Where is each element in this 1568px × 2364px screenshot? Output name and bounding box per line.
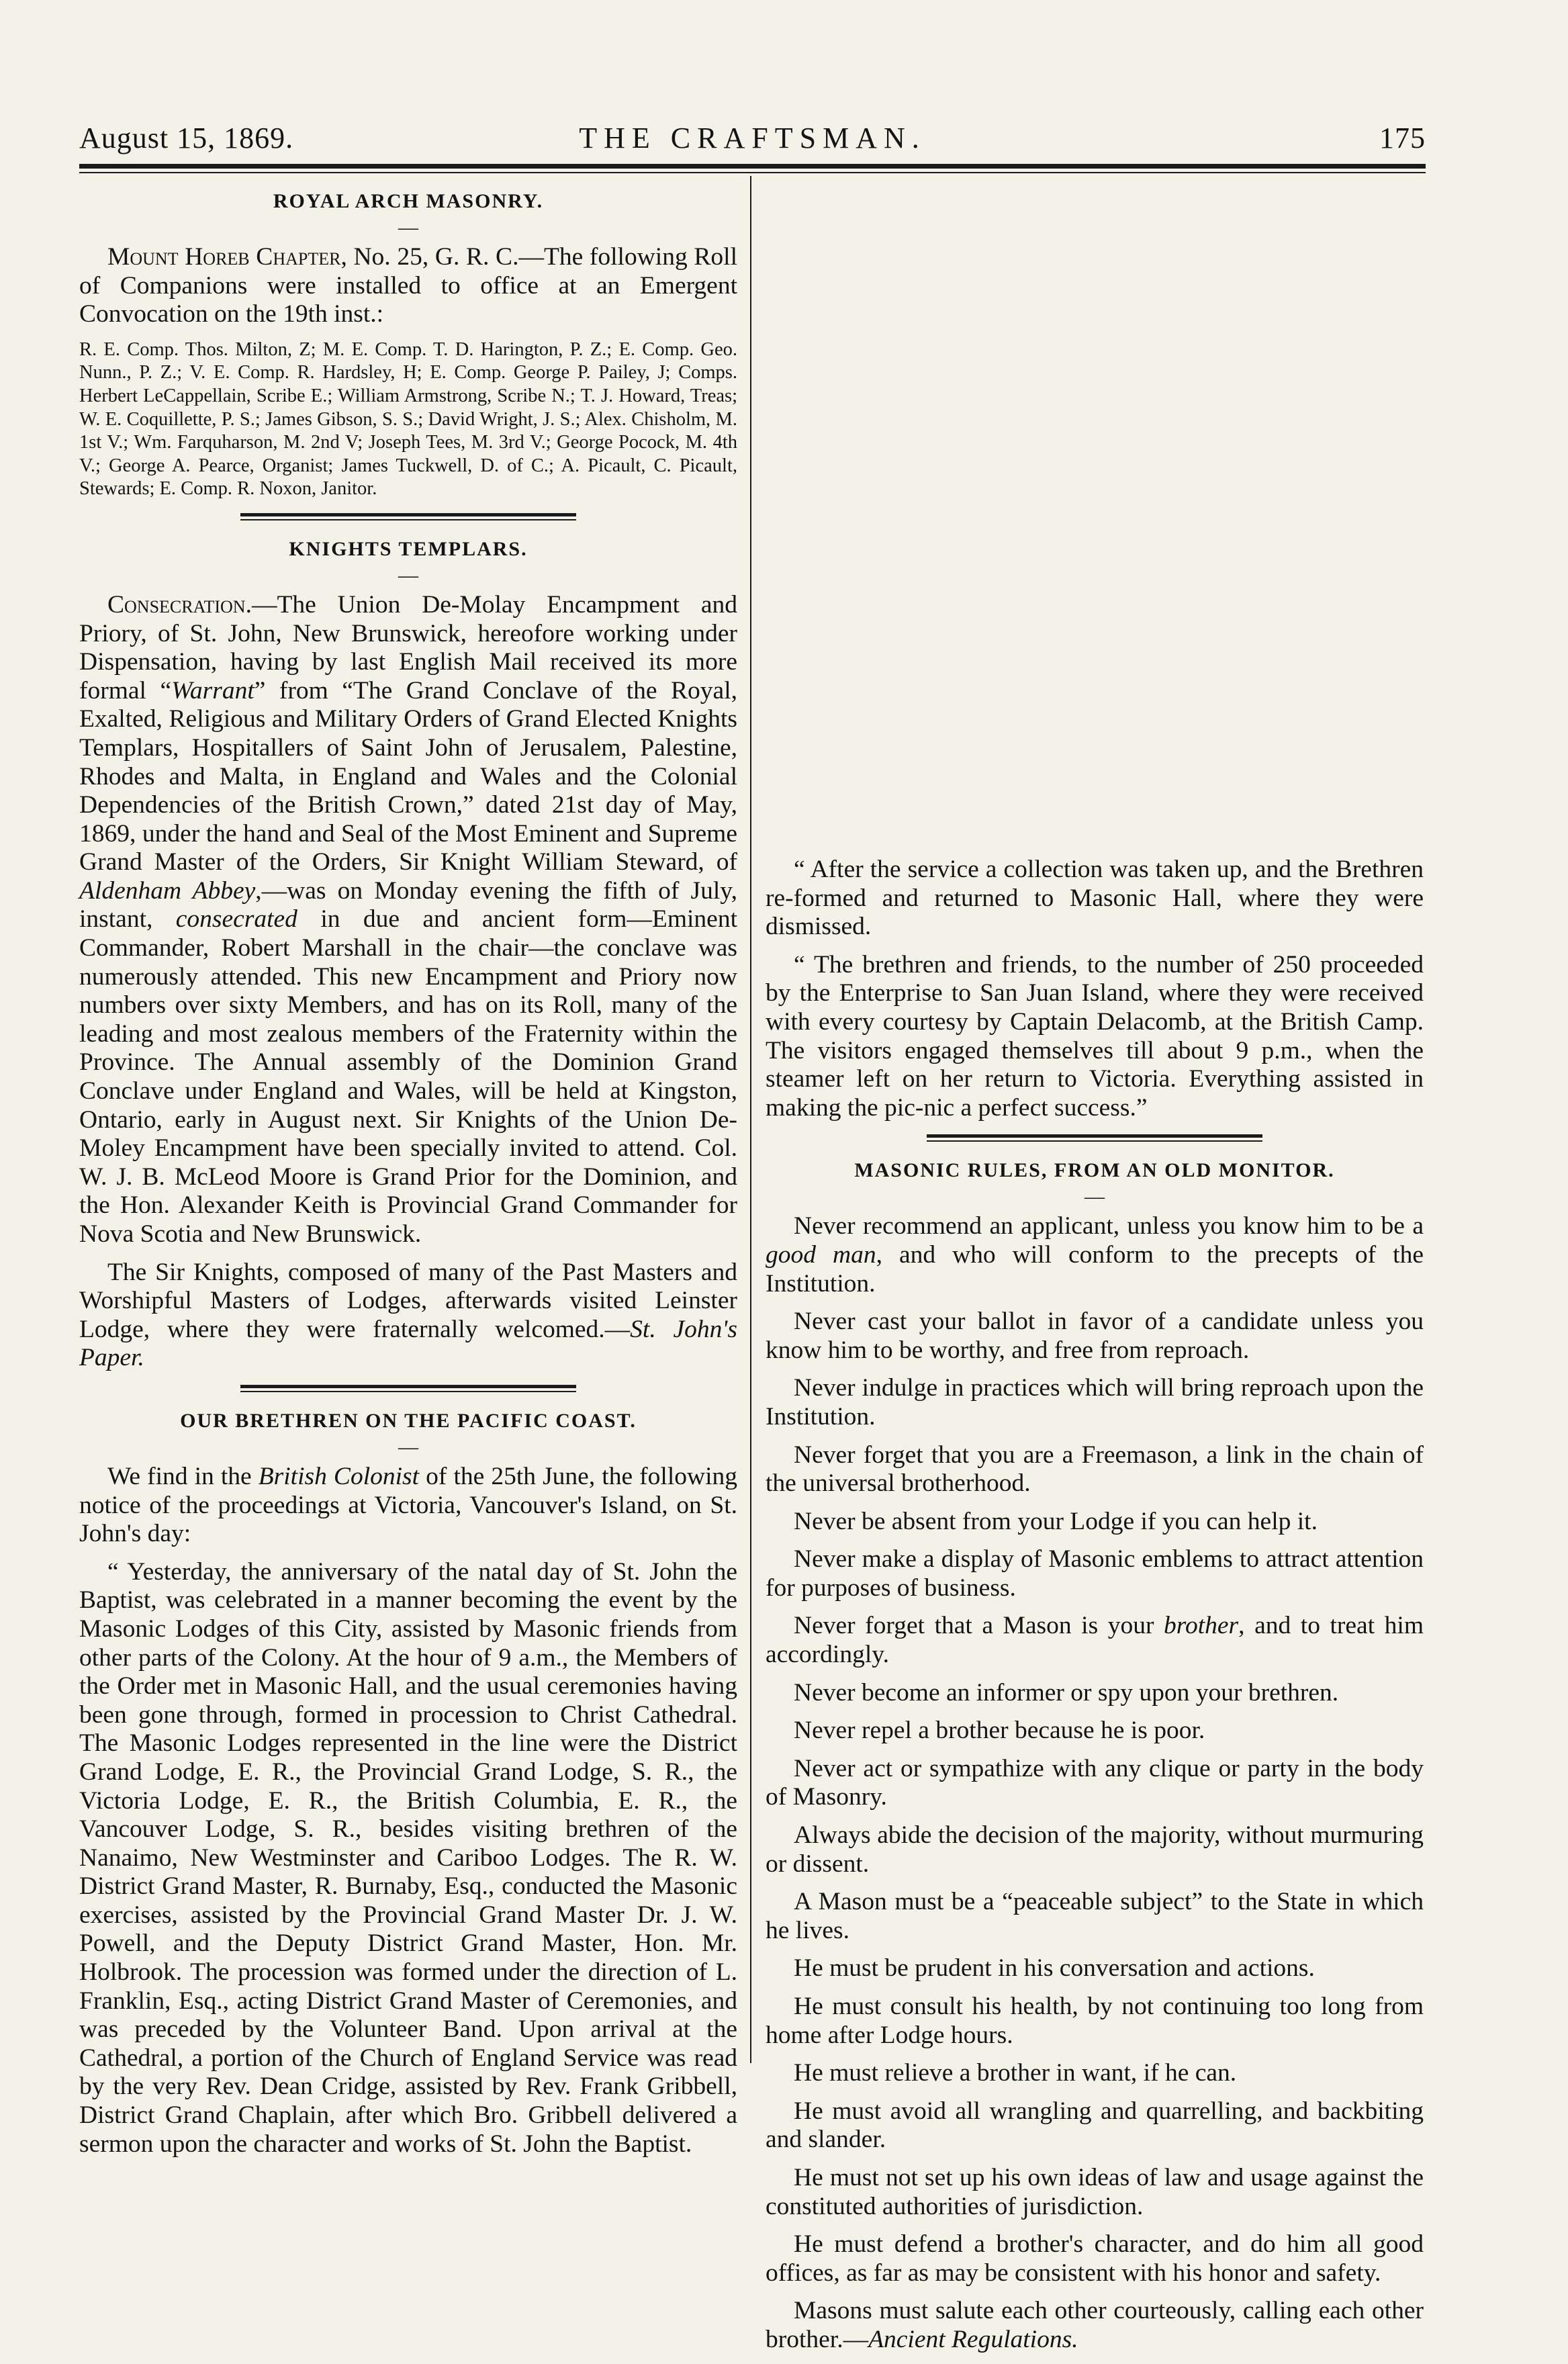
rule-item: Never be absent from your Lodge if you can help it.	[794, 1507, 1318, 1535]
section-royal-arch	[79, 189, 737, 501]
rule-item: Never cast your ballot in favor of a candidate unless you know him to be worthy, and free from reproach.	[766, 1308, 1424, 1364]
rule-item: He must avoid all wrangling and quarrelling, and backbiting and slander.	[766, 2097, 1424, 2154]
section-pacific-coast	[79, 1409, 737, 2270]
pacific-paragraph-1	[79, 1463, 737, 1549]
text-run: We find in the	[107, 1462, 259, 1490]
text-run: , and to treat him accordingly.	[766, 1612, 1424, 1669]
pacific-paragraph-4: “ The brethren and friends, to the number of 250 proceeded by the Enterprise to San Juan Island, where they were received with every courtesy by Captain Delacomb, at the British Camp. The visitors engaged themselves till about 9 p.m., when the steamer left on her return to Victoria. Everything assisted in making the pic-nic a perfect success.”	[766, 950, 1424, 1122]
knights-paragraph-1	[79, 591, 737, 1249]
italic-warrant: Warrant	[171, 676, 255, 704]
header-rule-thick	[79, 164, 1426, 169]
text-run: in due and ancient form—Eminent Commander, Robert Marshall in the chair—the conclave was numerously attended. This new Encampment and Priory now numbers over sixty Members, and has on its Roll, many of the leading and most zealous members of the Fraternity within the Province. The Annual assembly of the Dominion Grand Conclave under England and Wales, will be held at Kingston, Ontario, early in August next. Sir Knights of the Union De-Moley Encampment have been specially invited to attend. Col. W. J. B. McLeod Moore is Grand Prior for the Dominion, and the Hon. Alexander Keith is Provincial Grand Commander for Nova Scotia and New Brunswick.	[79, 905, 737, 1248]
section-dash: —	[398, 563, 418, 586]
rule-item: Never repel a brother because he is poor.	[794, 1717, 1205, 1745]
section-masonic-rules	[766, 1158, 1424, 2354]
pacific-paragraph-2: “ Yesterday, the anniversary of the natal day of St. John the Baptist, was celebrated in a manner becoming the event by the Masonic Lodges of this City, assisted by Masonic friends from other parts of the Colony. At the hour of 9 a.m., the Members of the Order met in Masonic Hall, and the usual ceremonies having been gone through, formed in procession to Christ Cathedral. The Masonic Lodges represented in the line were the District Grand Lodge, E. R., the Provincial Grand Lodge, S. R., the Victoria Lodge, E. R., the British Columbia, E. R., the Vancouver Lodge, S. R., besides visiting brethren of the Nanaimo, New Westminster and Cariboo Lodges. The R. W. District Grand Master, R. Burnaby, Esq., conducted the Masonic exercises, assisted by the Provincial Grand Master Dr. J. W. Powell, and the Deputy District Grand Master, Hon. Mr. Holbrook. The procession was formed under the direction of L. Franklin, Esq., acting District Grand Master of Ceremonies, and was preceded by the Volunteer Band. Upon arrival at the Cathedral, a portion of the Church of England Service was read by the very Rev. Dean Cridge, assisted by Rev. Frank Gribbell, District Grand Chaplain, after which Bro. Gribbell delivered a sermon upon the character and works of St. John the Baptist.	[79, 1557, 737, 2158]
italic-brother: brother	[1164, 1612, 1239, 1640]
officers-list: R. E. Comp. Thos. Milton, Z; M. E. Comp. T. D. Harington, P. Z.; E. Comp. Geo. Nunn., P. Z.; V. E. Comp. R. Hardsley, H; E. Comp. George P. Pailey, J; Comps. Herbert LeCappellain, Scribe E.; William Armstrong, Scribe N.; T. J. Howard, Treas; W. E. Coquillette, P. S.; James Gibson, S. S.; David Wright, J. S.; Alex. Chisholm, M. 1st V.; Wm. Farquharson, M. 2nd V; Joseph Tees, M. 3rd V.; George Pocock, M. 4th V.; George A. Pearce, Organist; James Tuckwell, D. of C.; A. Picault, C. Picault, Stewards; E. Comp. R. Noxon, Janitor.	[79, 338, 737, 500]
text-run: of the 25th June, the following notice of the proceedings at Victoria, Vancouver's Island, on St. John's day:	[79, 1462, 737, 1548]
rule-item: Never act or sympathize with any clique or party in the body of Masonry.	[766, 1754, 1424, 1811]
rule-item: Never forget that you are a Freemason, a link in the chain of the universal brotherhood.	[766, 1441, 1424, 1498]
rule-item: Never indulge in practices which will bring reproach upon the Institution.	[766, 1374, 1424, 1430]
rule-item	[766, 1612, 1424, 1669]
intro-text: , No. 25, G. R. C.—The following Roll of Companions were installed to office at an Emergent Convocation on the 19th inst.:	[79, 243, 737, 328]
knights-paragraph-2	[79, 1259, 737, 1373]
text-run: ” from “The Grand Conclave of the Royal, Exalted, Religious and Military Orders of Grand Elected Knights Templars, Hospitallers of Saint John of Jerusalem, Palestine, Rhodes and Malta, in England and Wales and the Colonial Dependencies of the British Crown,” dated 21st day of May, 1869, under the hand and Seal of the Most Eminent and Supreme Grand Master of the Orders, Sir Knight William Steward, of	[79, 676, 737, 876]
right-column	[766, 180, 1424, 2364]
italic-abbey: Aldenham Abbey	[79, 876, 256, 905]
section-dash: —	[398, 216, 418, 238]
text-run: , and who will conform to the precepts of the Institution.	[766, 1240, 1424, 1298]
royal-arch-intro	[79, 243, 737, 329]
section-title: OUR BRETHREN ON THE PACIFIC COAST.	[180, 1409, 637, 1432]
text-run: Never forget that a Mason is your	[794, 1612, 1164, 1640]
source-citation: St. John's Paper.	[79, 1315, 737, 1372]
rule-item: He must consult his health, by not continuing too long from home after Lodge hours.	[766, 1993, 1424, 2049]
rule-item: Always abide the decision of the majority, without murmuring or dissent.	[766, 1821, 1424, 1878]
rule-item: A Mason must be a “peaceable subject” to the State in which he lives.	[766, 1888, 1424, 1944]
left-column	[79, 180, 737, 2270]
column-divider	[750, 176, 751, 2063]
section-divider	[766, 1134, 1424, 1145]
text-run: The Sir Knights, composed of many of the Past Masters and Worshipful Masters of Lodges, afterwards visited Leinster Lodge, where they were fraternally welcomed.—	[79, 1258, 737, 1343]
section-title: KNIGHTS TEMPLARS.	[289, 537, 528, 560]
issue-date: August 15, 1869.	[79, 122, 294, 154]
section-divider	[79, 513, 737, 524]
text-run: Masons must salute each other courteously, calling each other brother.—	[766, 2297, 1424, 2353]
rule-item: He must defend a brother's character, and do him all good offices, as far as may be consistent with his honor and safety.	[766, 2230, 1424, 2287]
section-title: MASONIC RULES, FROM AN OLD MONITOR.	[854, 1159, 1335, 1182]
section-dash: —	[398, 1435, 418, 1458]
italic-consecrated: consecrated	[175, 905, 297, 934]
section-dash: —	[1085, 1185, 1105, 1208]
pacific-paragraph-3: “ After the service a collection was taken up, and the Brethren re-formed and returned to Masonic Hall, where they were dismissed.	[766, 856, 1424, 941]
page-number: 175	[1379, 122, 1426, 154]
newspaper-name: British Colonist	[258, 1462, 420, 1490]
header-rule-thin	[79, 172, 1426, 173]
pacific-continued	[766, 180, 1424, 856]
consecration-lead: Consecration	[107, 590, 246, 619]
publication-title: THE CRAFTSMAN.	[579, 122, 926, 154]
rule-item: He must relieve a brother in want, if he can.	[794, 2059, 1237, 2087]
rule-item	[766, 1212, 1424, 1298]
section-knights-templars	[79, 537, 737, 1373]
rule-item	[766, 2297, 1424, 2354]
text-run: Never recommend an applicant, unless you know him to be a	[794, 1212, 1424, 1240]
italic-good-man: good man	[766, 1240, 876, 1269]
chapter-name: Mount Horeb Chapter	[107, 243, 341, 271]
text-run: ,—was on Monday evening the fifth of July, instant,	[79, 876, 737, 934]
section-divider	[79, 1385, 737, 1396]
rule-item: Never make a display of Masonic emblems to attract attention for purposes of business.	[766, 1545, 1424, 1602]
rule-item: He must be prudent in his conversation and actions.	[794, 1954, 1315, 1983]
running-head	[79, 121, 1426, 158]
rule-item: He must not set up his own ideas of law and usage against the constituted authorities of jurisdiction.	[766, 2163, 1424, 2220]
text-run: .—The Union De-Molay Encampment and Priory, of St. John, New Brunswick, hereofore working under Dispensation, having by last English Mail received its more formal “	[79, 590, 737, 704]
rule-item: Never become an informer or spy upon your brethren.	[794, 1678, 1339, 1707]
source-citation: Ancient Regulations.	[868, 2325, 1078, 2353]
section-title: ROYAL ARCH MASONRY.	[273, 190, 544, 212]
